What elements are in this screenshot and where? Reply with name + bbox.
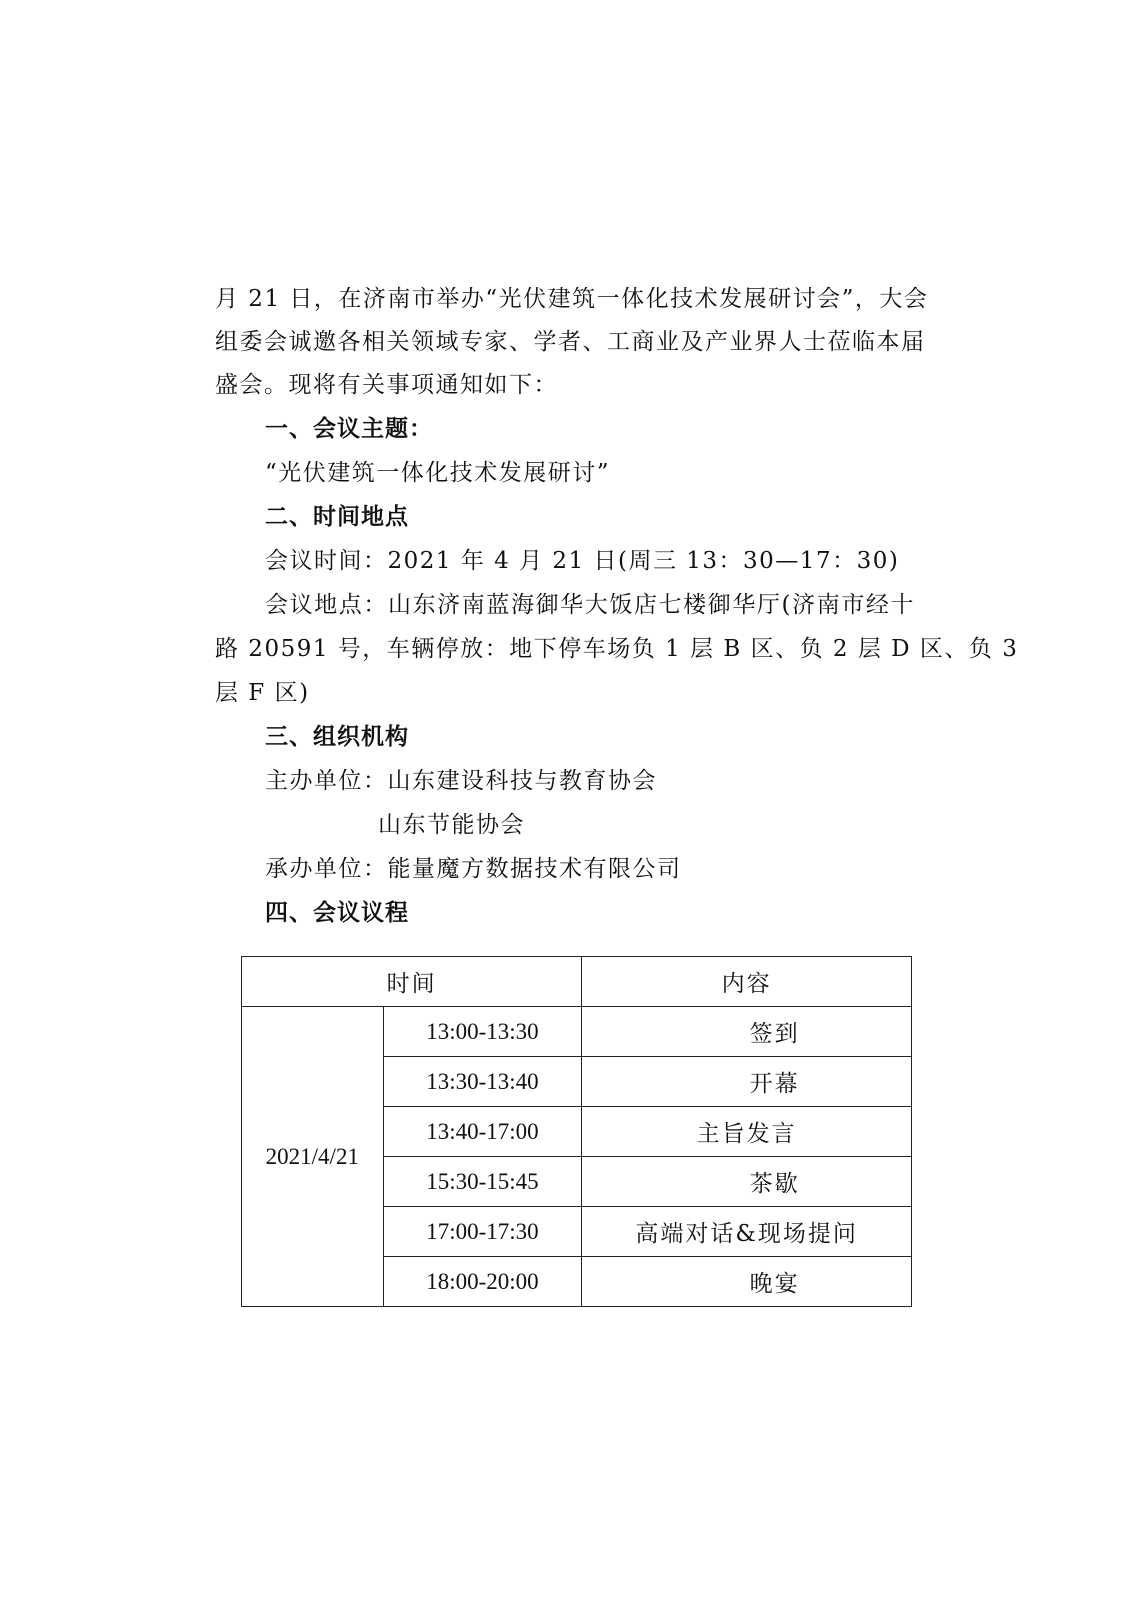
agenda-content: 开幕 [582, 1057, 912, 1107]
host-unit-line-2: 山东节能协会 [378, 812, 525, 838]
intro-line-3: 盛会。现将有关事项通知如下： [215, 372, 558, 398]
section-4-heading: 四、会议议程 [265, 900, 409, 926]
agenda-header-time: 时间 [242, 957, 582, 1007]
meeting-place-line-3: 层 F 区) [215, 680, 310, 706]
agenda-content: 签到 [582, 1007, 912, 1057]
agenda-time: 18:00-20:00 [383, 1257, 582, 1307]
agenda-content: 茶歇 [582, 1157, 912, 1207]
section-2-heading: 二、时间地点 [265, 504, 409, 530]
organizer-unit: 承办单位：能量魔方数据技术有限公司 [265, 856, 682, 882]
agenda-time: 17:00-17:30 [383, 1207, 582, 1257]
agenda-header-row [242, 957, 912, 1007]
agenda-time: 13:30-13:40 [383, 1057, 582, 1107]
section-1-text: “光伏建筑一体化技术发展研讨” [265, 460, 611, 486]
host-unit-line-1: 主办单位：山东建设科技与教育协会 [265, 768, 657, 794]
agenda-time: 13:40-17:00 [383, 1107, 582, 1157]
meeting-time: 会议时间：2021 年 4 月 21 日(周三 13：30—17：30) [265, 548, 900, 574]
agenda-table [241, 956, 912, 1307]
agenda-content: 高端对话&现场提问 [582, 1207, 912, 1257]
section-3-heading: 三、组织机构 [265, 724, 409, 750]
meeting-place-line-2: 路 20591 号，车辆停放：地下停车场负 1 层 B 区、负 2 层 D 区、负 3 [215, 636, 1019, 662]
agenda-time: 13:00-13:30 [383, 1007, 582, 1057]
section-1-heading: 一、会议主题： [265, 416, 433, 442]
table-row [242, 1007, 912, 1057]
agenda-date: 2021/4/21 [242, 1007, 384, 1307]
agenda-time: 15:30-15:45 [383, 1157, 582, 1207]
agenda-content: 主旨发言 [582, 1107, 912, 1157]
intro-line-2: 组委会诚邀各相关领域专家、学者、工商业及产业界人士莅临本届 [215, 329, 926, 355]
meeting-place-line-1: 会议地点：山东济南蓝海御华大饭店七楼御华厅(济南市经十 [265, 592, 915, 618]
intro-line-1: 月 21 日，在济南市举办“光伏建筑一体化技术发展研讨会”，大会 [215, 286, 929, 312]
agenda-header-content: 内容 [582, 957, 912, 1007]
agenda-content: 晚宴 [582, 1257, 912, 1307]
